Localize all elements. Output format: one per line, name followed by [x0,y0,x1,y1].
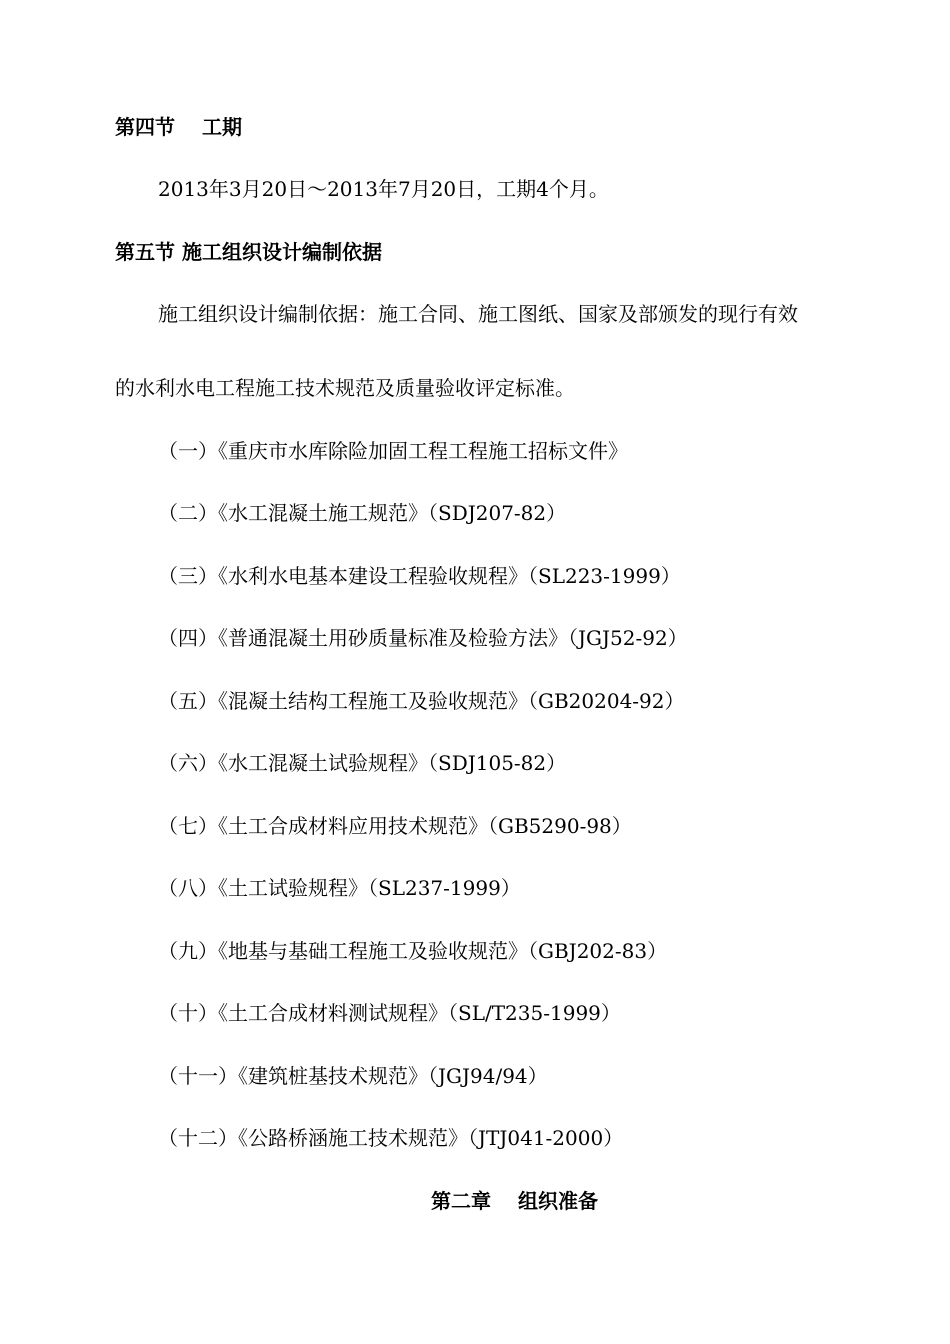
section4-heading: 第四节 工期 [115,115,242,139]
section5-heading: 第五节 施工组织设计编制依据 [115,240,382,264]
chapter2-heading: 第二章 组织准备 [431,1189,598,1213]
reference-item-5: （五）《混凝土结构工程施工及验收规范》（GB20204-92） [158,689,685,713]
reference-item-12: （十二）《公路桥涵施工技术规范》（JTJ041-2000） [158,1126,624,1150]
reference-item-3: （三）《水利水电基本建设工程验收规程》（SL223-1999） [158,564,681,588]
reference-item-10: （十）《土工合成材料测试规程》（SL/T235-1999） [158,1001,621,1025]
reference-item-8: （八）《土工试验规程》（SL237-1999） [158,876,521,900]
reference-item-6: （六）《水工混凝土试验规程》（SDJ105-82） [158,751,567,775]
reference-item-7: （七）《土工合成材料应用技术规范》（GB5290-98） [158,814,632,838]
reference-item-9: （九）《地基与基础工程施工及验收规范》（GBJ202-83） [158,939,668,963]
reference-item-1: （一）《重庆市水库除险加固工程工程施工招标文件》 [158,439,628,463]
reference-item-11: （十一）《建筑桩基技术规范》（JGJ94/94） [158,1064,548,1088]
reference-item-4: （四）《普通混凝土用砂质量标准及检验方法》（JGJ52-92） [158,626,688,650]
section5-paragraph-line1: 施工组织设计编制依据：施工合同、施工图纸、国家及部颁发的现行有效 [158,302,798,326]
section5-paragraph-line2: 的水利水电工程施工技术规范及质量验收评定标准。 [115,376,575,400]
section4-schedule-text: 2013年3月20日～2013年7月20日，工期4个月。 [158,177,609,201]
reference-item-2: （二）《水工混凝土施工规范》（SDJ207-82） [158,501,567,525]
